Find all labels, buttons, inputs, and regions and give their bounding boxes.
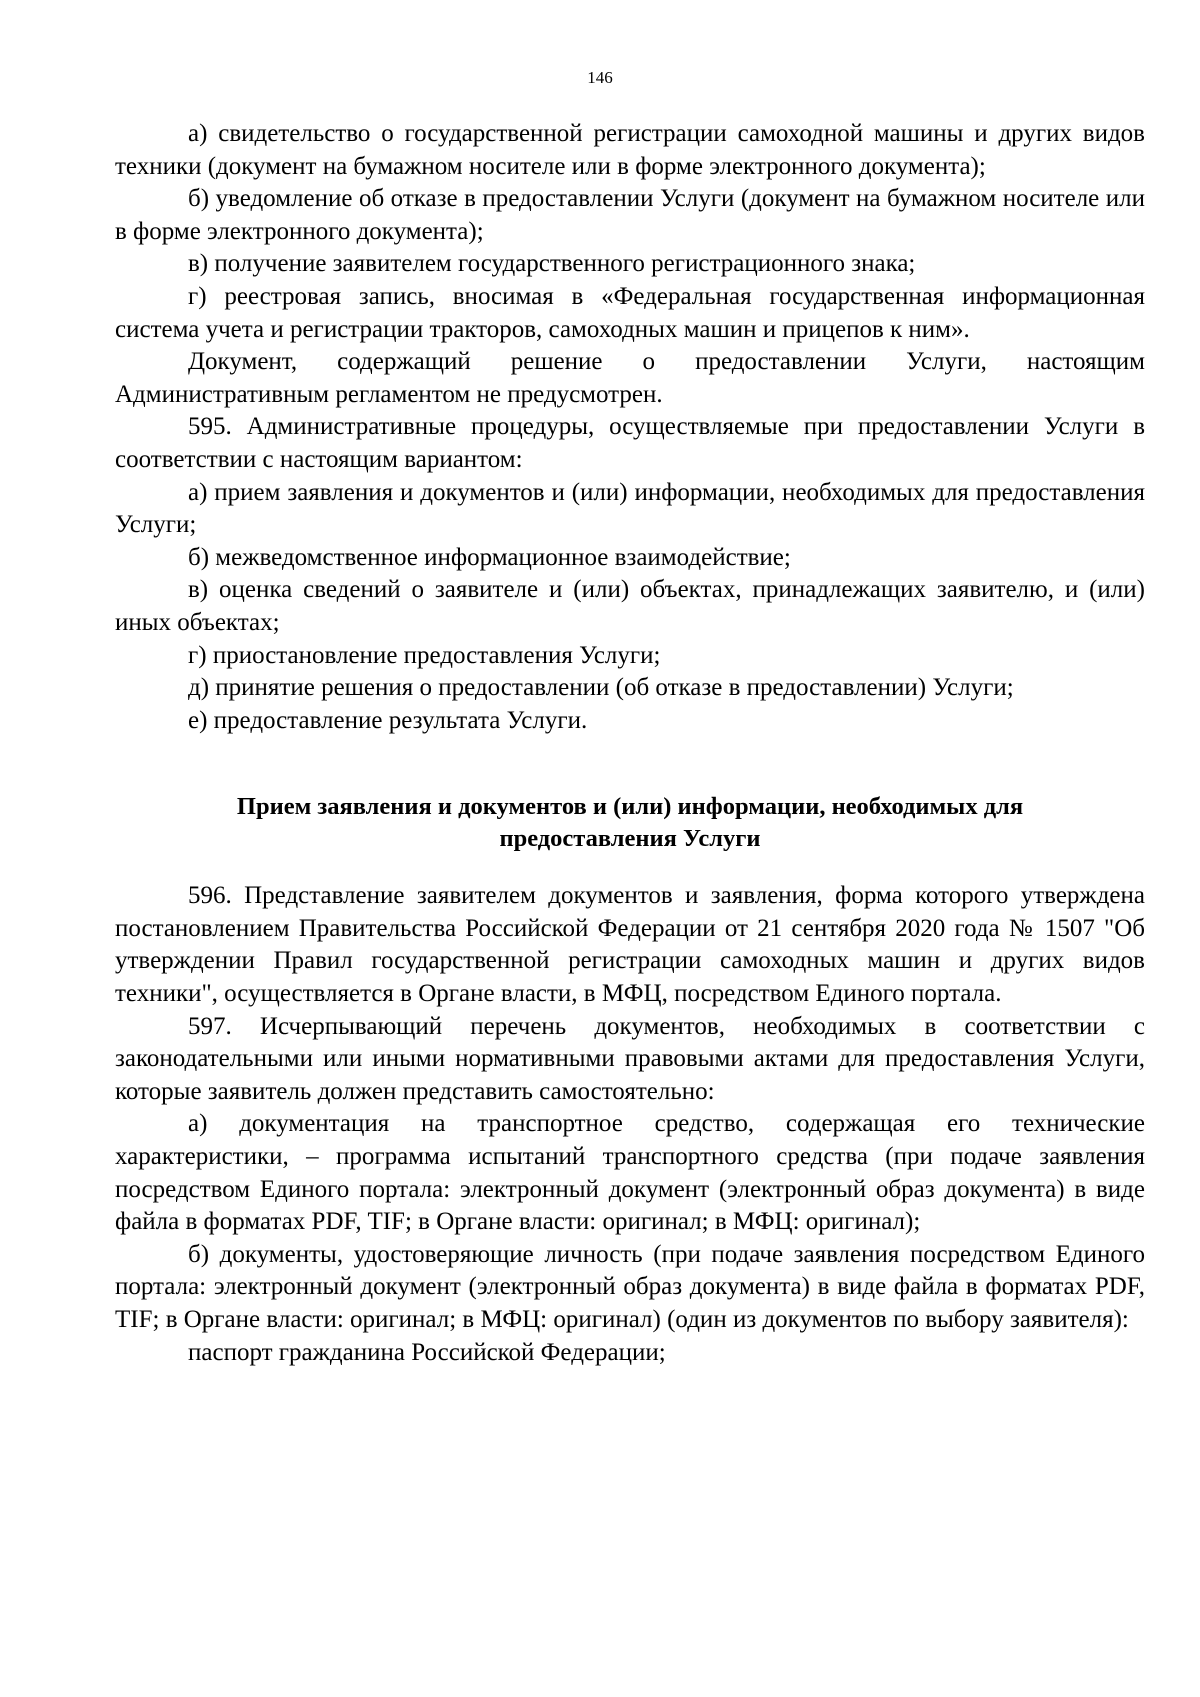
paragraph: б) документы, удостоверяющие личность (при подаче заявления посредством Единого портала: электронный документ (электронный образ документа) в виде файла в форматах PDF, TIF; в Органе власти: оригинал; в МФЦ: оригинал) (один из документов по выбору заявителя):	[115, 1240, 1145, 1333]
paragraph: а) документация на транспортное средство, содержащая его технические характеристики, – программа испытаний транспортного средства (при подаче заявления посредством Единого портала: электронный документ (электронный образ документа) в виде файла в форматах PDF, TIF; в Органе власти: оригинал; в МФЦ: оригинал);	[115, 1110, 1145, 1236]
paragraph: 596. Представление заявителем документов и заявления, форма которого утверждена постановлением Правительства Российской Федерации от 21 сентября 2020 года № 1507 "Об утверждении Правил государственной регистрации самоходных машин и других видов техники", осуществляется в Органе власти, в МФЦ, посредством Единого портала.	[115, 882, 1145, 1008]
paragraph: г) реестровая запись, вносимая в «Федеральная государственная информационная система учета и регистрации тракторов, самоходных машин и прицепов к ним».	[115, 282, 1145, 343]
page-number: 146	[587, 68, 613, 87]
paragraph: Документ, содержащий решение о предоставлении Услуги, настоящим Административным регламентом не предусмотрен.	[115, 348, 1145, 408]
spacer	[115, 737, 1145, 791]
paragraph: г) приостановление предоставления Услуги;	[188, 641, 661, 669]
paragraph: в) оценка сведений о заявителе и (или) объектах, принадлежащих заявителю, и (или) иных объектах;	[115, 576, 1145, 636]
paragraph: 595. Административные процедуры, осуществляемые при предоставлении Услуги в соответствии с настоящим вариантом:	[115, 413, 1145, 473]
paragraph: б) уведомление об отказе в предоставлении Услуги (документ на бумажном носителе или в форме электронного документа);	[115, 185, 1145, 245]
paragraph: 597. Исчерпывающий перечень документов, необходимых в соответствии с законодательными или иными нормативными правовыми актами для предоставления Услуги, которые заявитель должен представить самостоятельно:	[115, 1012, 1145, 1105]
paragraph: е) предоставление результата Услуги.	[188, 706, 588, 734]
paragraph: в) получение заявителем государственного регистрационного знака;	[188, 250, 916, 278]
section-heading: Прием заявления и документов и (или) информации, необходимых для предоставления Услуги	[236, 793, 1024, 853]
paragraph: б) межведомственное информационное взаимодействие;	[188, 543, 791, 571]
paragraph: паспорт гражданина Российской Федерации;	[188, 1338, 666, 1366]
paragraph: а) свидетельство о государственной регистрации самоходной машины и других видов техники (документ на бумажном носителе или в форме электронного документа);	[115, 120, 1145, 180]
paragraph: а) прием заявления и документов и (или) информации, необходимых для предоставления Услуги;	[115, 478, 1145, 539]
spacer	[115, 855, 1145, 880]
document-body	[115, 118, 1145, 1369]
paragraph: д) принятие решения о предоставлении (об отказе в предоставлении) Услуги;	[188, 674, 1014, 702]
